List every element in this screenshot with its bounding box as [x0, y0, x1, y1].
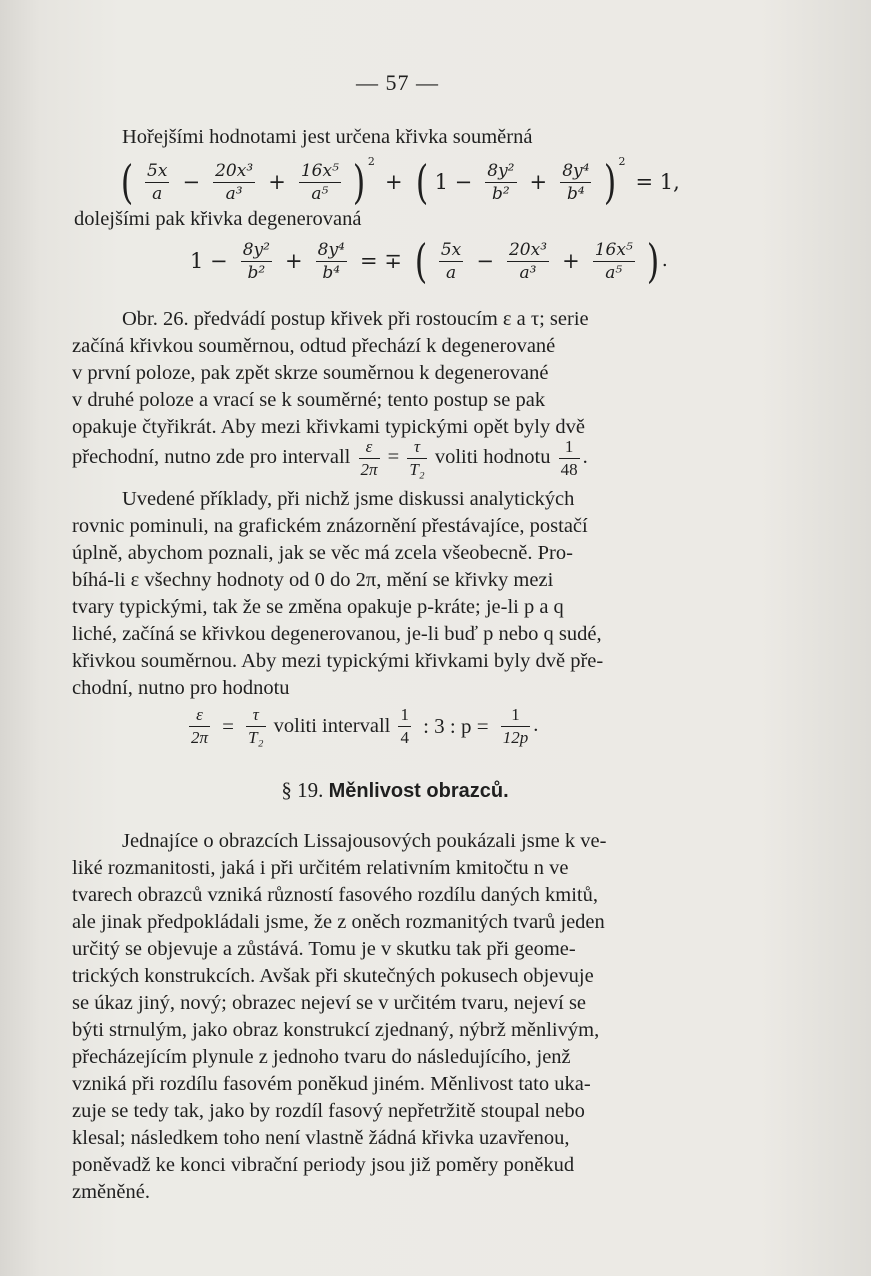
section-title: Měnlivost obrazců.: [328, 780, 509, 802]
text-line: Uvedené příklady, při nichž jsme diskussi analytických: [122, 488, 575, 510]
text-line: křivkou souměrnou. Aby mezi typickými křivkami byly dvě pře-: [72, 650, 604, 672]
text-line: trických konstrukcích. Avšak při skutečných pokusech objevuje: [72, 965, 594, 987]
text-line: poněvadž ke konci vibrační periody jsou již poměry poněkud: [72, 1154, 575, 1176]
equation-degenerate-curve: 1 − $\frac{\text{8y²}}{\text{b²}}$ + $\frac{\text{8y⁴}}{\text{b⁴}}$ = ∓ ( $\frac{5x}{a}$ − $\frac{\text{20x³}}{\text{a³}}$ + $\frac{\text{16x⁵}}{\text{a⁵}}$ ) .: [190, 234, 668, 288]
text-line: začíná křivkou souměrnou, odtud přechází k degenerované: [72, 335, 556, 357]
text-line: tvary typickými, tak že se změna opakuje p-kráte; je-li p a q: [72, 596, 564, 618]
page-number: — 57 —: [356, 70, 439, 95]
text-line: zuje se tedy tak, jako by rozdíl fasový nepřetržitě stoupal nebo: [72, 1100, 585, 1122]
text-line: se úkaz jiný, nový; obrazec nejeví se v určitém tvaru, nejeví se: [72, 992, 587, 1014]
section-heading: [0, 778, 790, 803]
text-line: bíhá-li ε všechny hodnoty od 0 do 2π, mění se křivky mezi: [72, 569, 554, 591]
text-line: úplně, abychom poznali, jak se věc má zcela všeobecně. Pro-: [72, 542, 573, 564]
equation-interval: $\frac{\varepsilon}{2\pi}$ = $\frac{\tau}{\text{T₂}}$ voliti intervall $\frac{1}{4}$ : 3 : p = $\frac{1}{12p}$ .: [191, 705, 539, 747]
text-line: tvarech obrazců vzniká růzností fasového rozdílu daných kmitů,: [72, 884, 598, 906]
equation-symmetric-curve: ( $\frac{5x}{a}$ − $\frac{\text{20x³}}{\text{a³}}$ + $\frac{\text{16x⁵}}{\text{a⁵}}$ ) $^2$ + ( 1 − $\frac{\text{8y²}}{\text{b²}}$ + $\frac{\text{8y⁴}}{\text{b⁴}}$ ) $^2$ = 1,: [120, 155, 680, 209]
section-number: § 19.: [281, 778, 324, 802]
text-line: určitý se objevuje a zůstává. Tomu je v skutku tak při geome-: [72, 938, 576, 960]
text-line: Obr. 26. předvádí postup křivek při rostoucím ε a τ; serie: [122, 308, 589, 330]
text-line: liché, začíná se křivkou degenerovanou, je-li buď p nebo q sudé,: [72, 623, 602, 645]
text-line: opakuje čtyřikrát. Aby mezi křivkami typickými opět byly dvě: [72, 416, 585, 438]
text-line-with-fractions: přechodní, nutno zde pro intervall $\frac{\varepsilon}{2\pi}$ = $\frac{\tau}{\text{T₂}}$ voliti hodnotu $\frac{1}{48}$ .: [72, 437, 588, 479]
text-line: býti strnulým, jako obraz konstrukcí zjednaný, nýbrž měnlivým,: [72, 1019, 600, 1041]
text-line: Hořejšími hodnotami jest určena křivka souměrná: [122, 126, 533, 148]
text-line: v první poloze, pak zpět skrze souměrnou k degenerované: [72, 362, 549, 384]
text-line: v druhé poloze a vrací se k souměrné; tento postup se pak: [72, 389, 546, 411]
text-line: chodní, nutno pro hodnotu: [72, 677, 290, 699]
text-line: Jednajíce o obrazcích Lissajousových poukázali jsme k ve-: [122, 830, 607, 852]
text-line: přecházejícím plynule z jednoho tvaru do následujícího, jenž: [72, 1046, 571, 1068]
text-line: změněné.: [72, 1181, 150, 1203]
text-line: liké rozmanitosti, jaká i při určitém relativním kmitočtu n ve: [72, 857, 569, 879]
text-line: vzniká při rozdílu fasovém poněkud jiném. Měnlivost tato uka-: [72, 1073, 591, 1095]
text-line: klesal; následkem toho není vlastně žádná křivka uzavřenou,: [72, 1127, 570, 1149]
text-line: dolejšími pak křivka degenerovaná: [74, 208, 362, 230]
text-line: ale jinak předpokládali jsme, že z oněch rozmanitých tvarů jeden: [72, 911, 605, 933]
text-line: rovnic pominuli, na grafickém znázornění přestávajíce, postačí: [72, 515, 588, 537]
